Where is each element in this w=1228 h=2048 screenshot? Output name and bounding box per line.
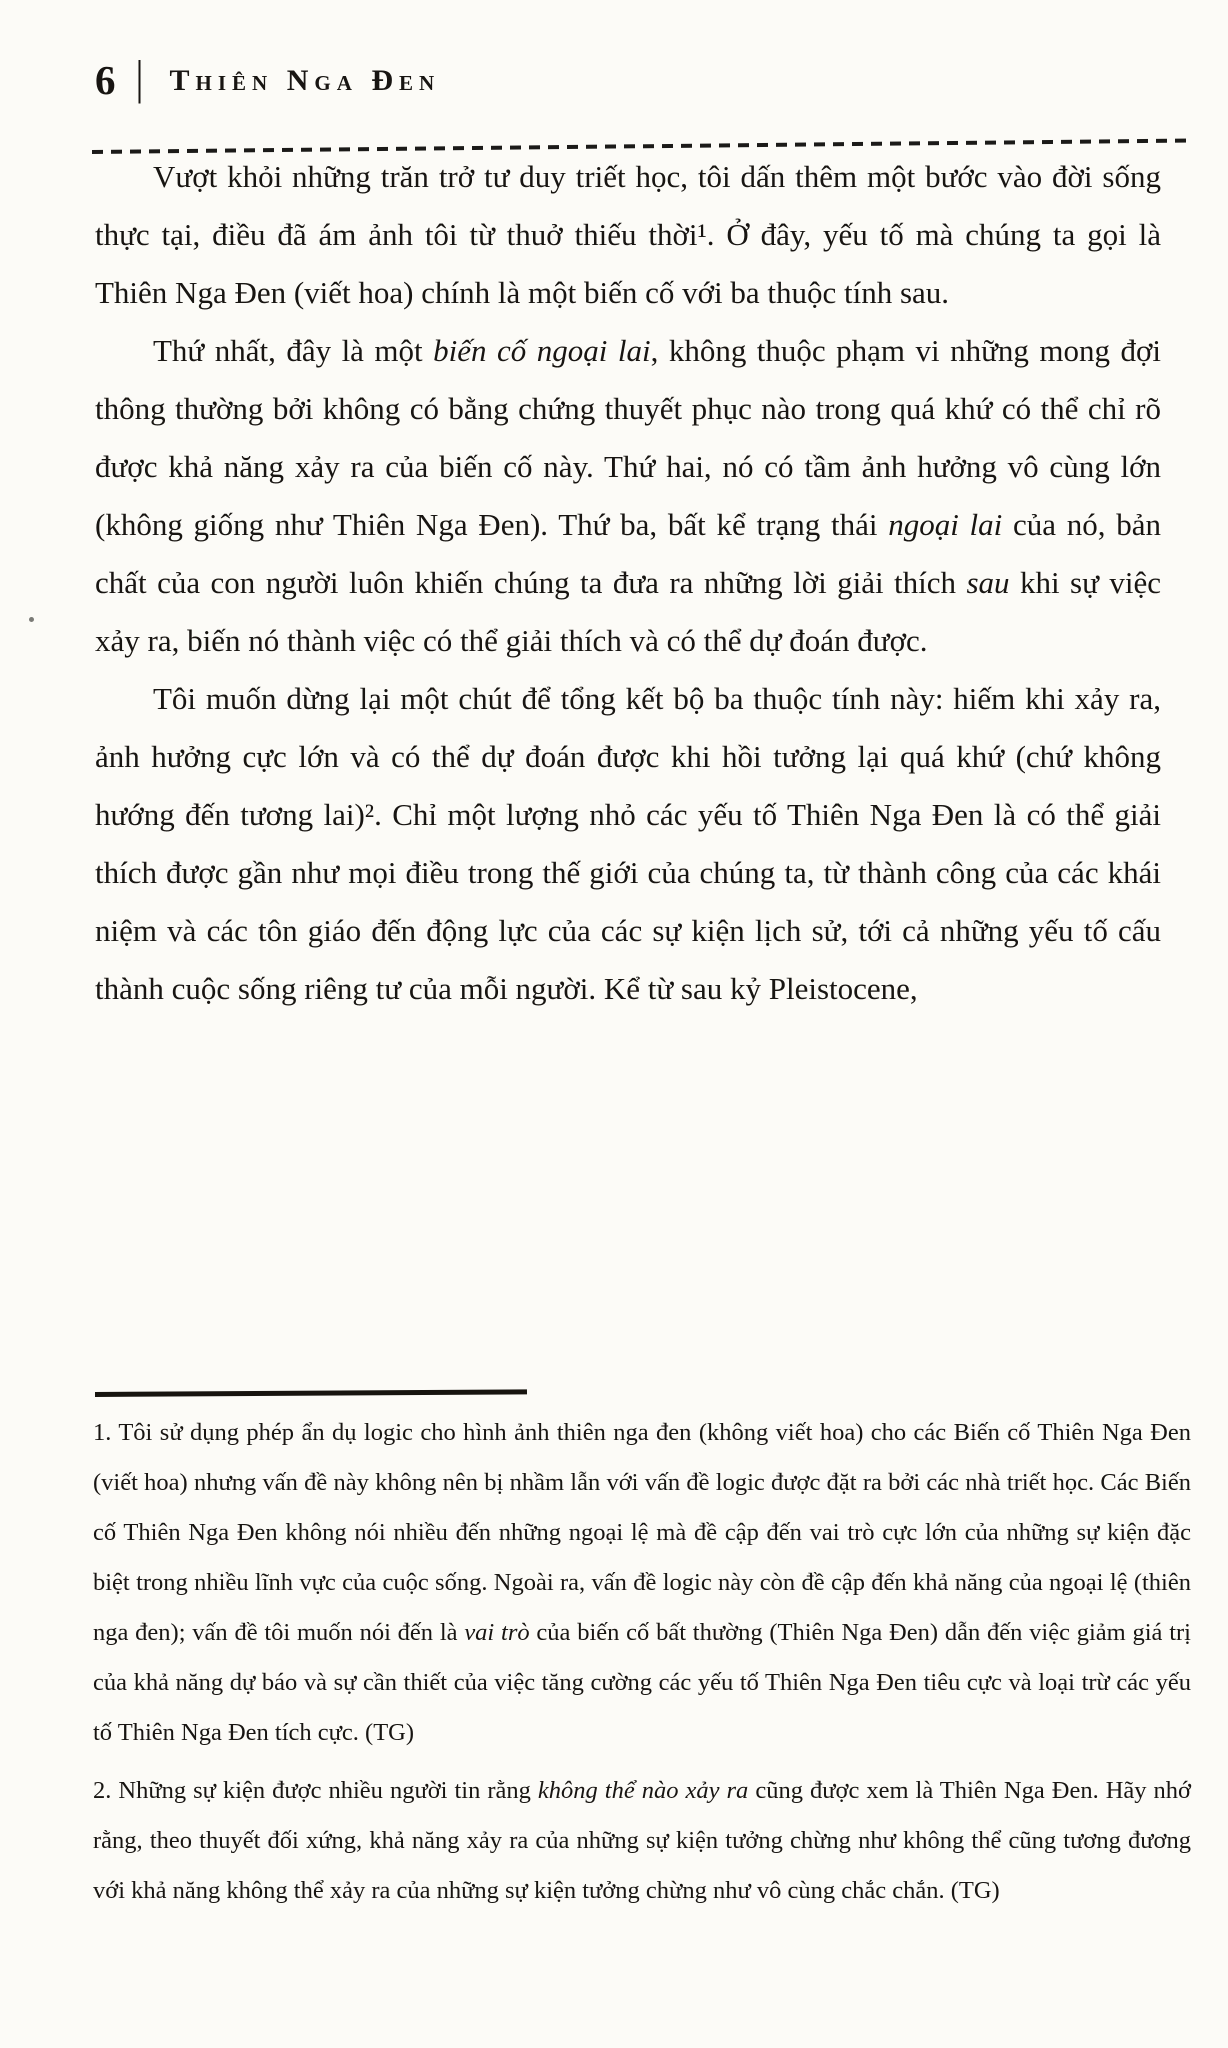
page-header	[95, 50, 441, 104]
page-number: 6	[95, 57, 116, 103]
body-paragraph: Tôi muốn dừng lại một chút để tổng kết bộ ba thuộc tính này: hiếm khi xảy ra, ảnh hưởng cực lớn và có thể dự đoán được khi hồi tưởng lại quá khứ (chứ không hướng đến tương lai)². Chỉ một lượng nhỏ các yếu tố Thiên Nga Đen là có thể giải thích được gần như mọi điều trong thế giới của chúng ta, từ thành công của các khái niệm và các tôn giáo đến động lực của các sự kiện lịch sử, tới cả những yếu tố cấu thành cuộc sống riêng tư của mỗi người. Kể từ sau kỷ Pleistocene,	[95, 681, 1161, 1006]
footnote: 1. Tôi sử dụng phép ẩn dụ logic cho hình ảnh thiên nga đen (không viết hoa) cho các Biến cố Thiên Nga Đen (viết hoa) nhưng vấn đề này không nên bị nhầm lẫn với vấn đề logic được đặt ra bởi các nhà triết học. Các Biến cố Thiên Nga Đen không nói nhiều đến những ngoại lệ mà đề cập đến vai trò cực lớn của những sự kiện đặc biệt trong nhiều lĩnh vực của cuộc sống. Ngoài ra, vấn đề logic này còn đề cập đến khả năng của ngoại lệ (thiên nga đen); vấn đề tôi muốn nói đến là vai trò của biến cố bất thường (Thiên Nga Đen) dẫn đến việc giảm giá trị của khả năng dự báo và sự cần thiết của việc tăng cường các yếu tố Thiên Nga Đen tiêu cực và loại trừ các yếu tố Thiên Nga Đen tích cực. (TG)	[93, 1419, 1191, 1746]
body-paragraph: Thứ nhất, đây là một biến cố ngoại lai, không thuộc phạm vi những mong đợi thông thường bởi không có bằng chứng thuyết phục nào trong quá khứ có thể chỉ rõ được khả năng xảy ra của biến cố này. Thứ hai, nó có tầm ảnh hưởng vô cùng lớn (không giống như Thiên Nga Đen). Thứ ba, bất kể trạng thái ngoại lai của nó, bản chất của con người luôn khiến chúng ta đưa ra những lời giải thích sau khi sự việc xảy ra, biến nó thành việc có thể giải thích và có thể dự đoán được.	[95, 333, 1161, 658]
footnote-separator-rule	[95, 1389, 527, 1397]
body-paragraph: Vượt khỏi những trăn trở tư duy triết học, tôi dấn thêm một bước vào đời sống thực tại, điều đã ám ảnh tôi từ thuở thiếu thời¹. Ở đây, yếu tố mà chúng ta gọi là Thiên Nga Đen (viết hoa) chính là một biến cố với ba thuộc tính sau.	[95, 159, 1161, 310]
body-text	[95, 148, 1161, 1018]
footnotes	[93, 1408, 1191, 1924]
header-divider: |	[135, 50, 144, 104]
scan-speckle	[29, 617, 34, 622]
book-title: Thiên Nga Đen	[169, 64, 441, 97]
footnote: 2. Những sự kiện được nhiều người tin rằng không thể nào xảy ra cũng được xem là Thiên Nga Đen. Hãy nhớ rằng, theo thuyết đối xứng, khả năng xảy ra của những sự kiện tưởng chừng như không thể cũng tương đương với khả năng không thể xảy ra của những sự kiện tưởng chừng như vô cùng chắc chắn. (TG)	[93, 1777, 1191, 1904]
